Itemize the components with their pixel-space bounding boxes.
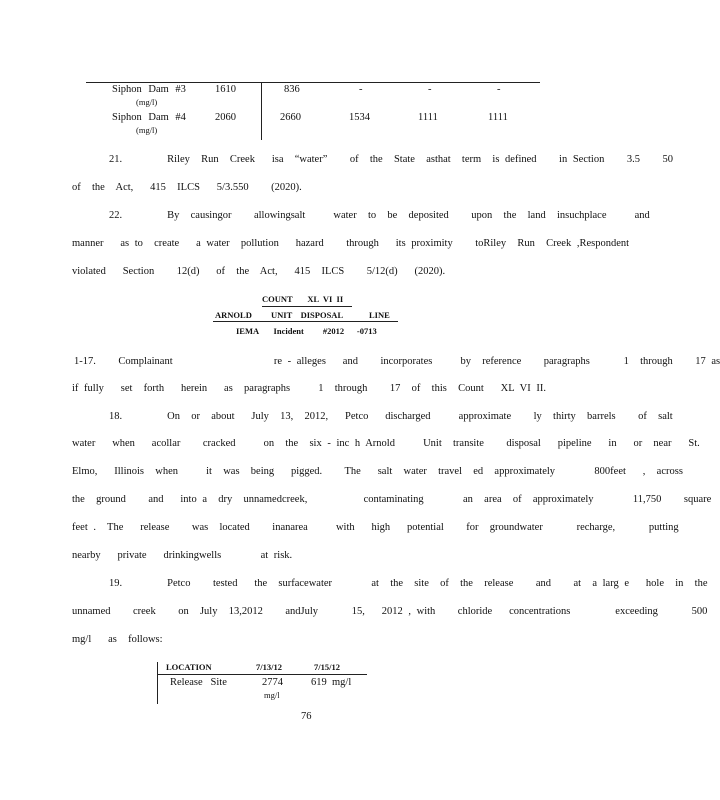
para18-line3: Elmo, Illinois when it was being pigged. The salt water travel ed approximately 800feet , across [72,466,683,477]
para19-line3: mg/l as follows: [72,634,163,645]
row4-unit: (mg/l) [136,125,158,135]
page-number: 76 [301,711,312,722]
row4-v1: 2060 [215,112,236,123]
row3-label: Siphon Dam #3 [112,84,186,95]
row3-v2: 836 [284,84,300,95]
para18-line1: 18. On or about July 13, 2012, Petco discharged approximate ly thirty barrels of salt [109,411,673,422]
chloride-table-v2: 619 mg/l [311,677,352,688]
row3-v4: - [428,84,432,95]
row3-v1: 1610 [215,84,236,95]
chloride-table-header-date1: 7/13/12 [256,662,282,672]
row4-v5: 1111 [488,112,508,123]
count-heading-arnold: ARNOLD [215,310,252,320]
count-heading-underline1 [262,306,352,307]
chloride-table-location: Release Site [170,677,227,688]
para22-line3: violated Section 12(d) of the Act, 415 ILCS 5/12(d) (2020). [72,266,446,277]
row3-unit: (mg/l) [136,97,158,107]
count-heading-underline2 [213,321,398,322]
para117-line1: 1-17. Complainant re - alleges and incorporates by reference paragraphs 1 through 17 as [74,356,720,367]
top-table-rule [86,82,540,83]
count-heading-line: LINE [369,310,390,320]
para117-line2: if fully set forth herein as paragraphs 1 through 17 of this Count XL VI II. [72,383,546,394]
para19-line2: unnamed creek on July 13,2012 andJuly 15, 2012 , with chloride concentrations exceeding 500 [72,606,708,617]
para21-line2: of the Act, 415 ILCS 5/3.550 (2020). [72,182,302,193]
row4-v4: 1111 [418,112,438,123]
top-table-col-divider [261,82,262,140]
row4-label: Siphon Dam #4 [112,112,186,123]
para21-line1: 21. Riley Run Creek isa “water” of the State asthat term is defined in Section 3.5 50 [109,154,673,165]
para19-line1: 19. Petco tested the surfacewater at the site of the release and at a larg e hole in the [109,578,708,589]
row3-v5: - [497,84,501,95]
para18-line4: the ground and into a dry unnamedcreek, contaminating an area of approximately 11,750 square [72,494,712,505]
chloride-table-v1-unit: mg/l [264,690,280,700]
chloride-table-header-date2: 7/15/12 [314,662,340,672]
para18-line6: nearby private drinkingwells at risk. [72,550,293,561]
count-heading-unit-disposal: UNIT DISPOSAL [271,310,344,320]
row3-v3: - [359,84,363,95]
row4-v3: 1534 [349,112,370,123]
row4-v2: 2660 [280,112,301,123]
count-heading-line1: COUNT XL VI II [262,294,344,304]
chloride-table-left-border [157,662,158,704]
para22-line2: manner as to create a water pollution hazard through its proximity toRiley Run Creek ,Respondent [72,238,630,249]
para18-line2: water when acollar cracked on the six - inc h Arnold Unit transite disposal pipeline in or near St. [72,438,700,449]
para18-line5: feet . The release was located inanarea with high potential for groundwater recharge, putting [72,522,679,533]
count-heading-iema: IEMA Incident #2012 -0713 [236,326,377,336]
chloride-table-rule [157,674,367,675]
chloride-table-header-location: LOCATION [166,662,212,672]
para22-line1: 22. By causingor allowingsalt water to be deposited upon the land insuchplace and [109,210,650,221]
chloride-table-v1: 2774 [262,677,283,688]
